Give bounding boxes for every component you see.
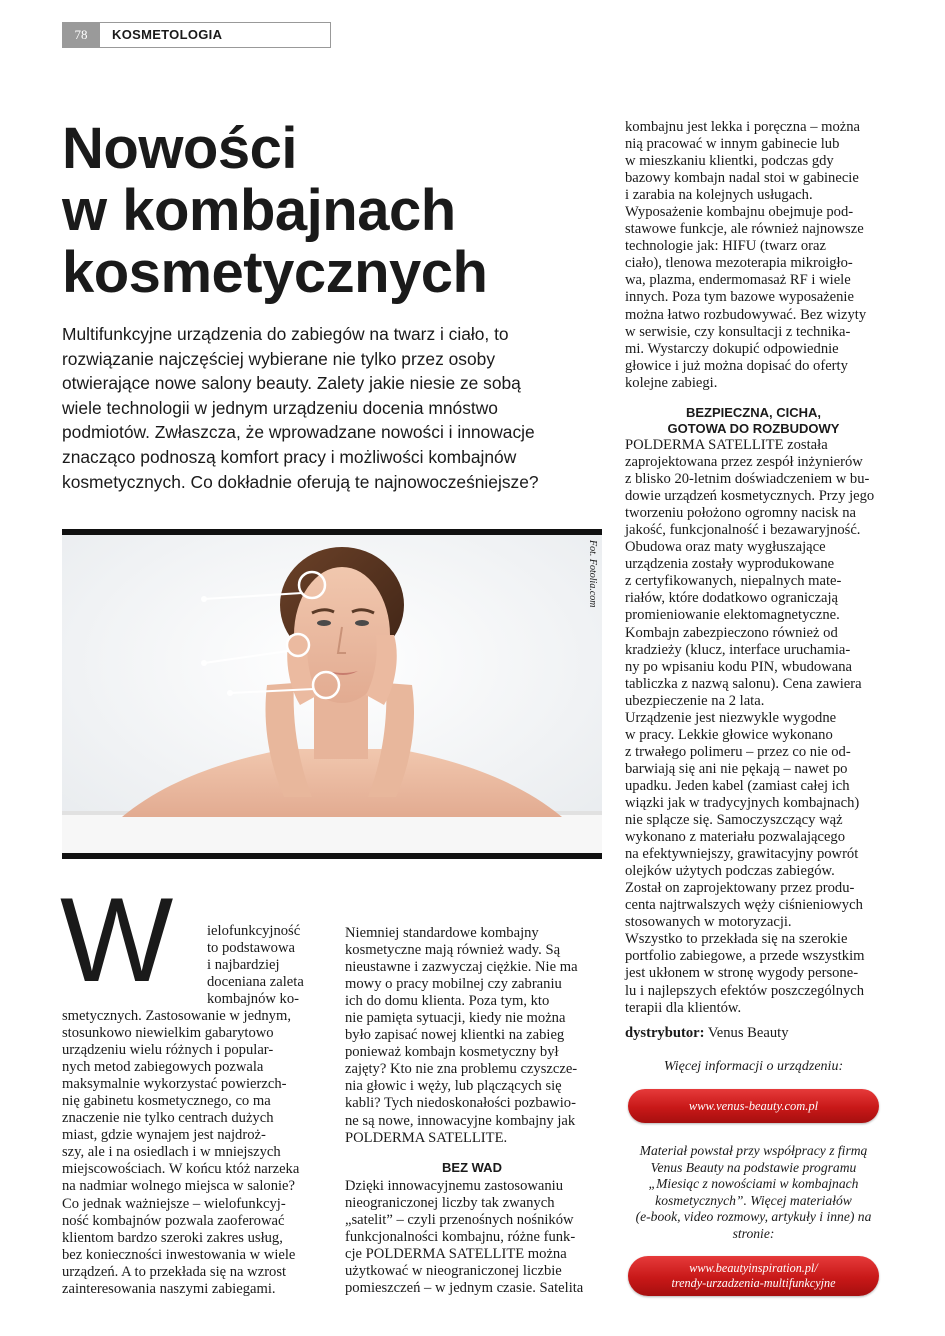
text-line: Co jednak ważniejsze – wielofunkcyj-: [62, 1195, 286, 1212]
text-line: jakość, funkcjonalność i bezawaryjność.: [625, 522, 861, 539]
column-1-body: [62, 1008, 299, 1298]
text-line: w serwisie, czy konsultacji z technika-: [625, 323, 851, 340]
note-line: „Miesiąc z nowościami w kombajnach: [648, 1176, 859, 1192]
article-title: [62, 118, 622, 304]
lead-line: rozwiązanie najczęściej wybierane nie tylko przez osoby: [62, 348, 496, 369]
text-line: barwiają się ani nie pękają – nawet po: [625, 760, 848, 777]
text-line: tworzeniu położono ogromny nacisk na: [625, 505, 857, 522]
text-line: nych metod zabiegowych pozwala: [62, 1059, 264, 1076]
text-line: bazowy kombajn nadal stoi w gabinecie: [625, 170, 859, 187]
note-line: Materiał powstał przy współpracy z firmą: [639, 1143, 868, 1158]
text-line: cje POLDERMA SATELLITE można: [345, 1246, 567, 1263]
text-line: nię gabinetu kosmetycznego, co ma: [62, 1093, 271, 1110]
text-line: w pracy. Lekkie głowice wykonano: [625, 726, 833, 743]
text-line: ny po wpisaniu kodu PIN, wbudowana: [625, 658, 852, 675]
text-line: zainteresowania naszymi zabiegami.: [62, 1280, 276, 1297]
lead-line: wiele technologii w jednym urządzeniu docenia mnóstwo: [62, 397, 498, 418]
subheading-bez-wad: BEZ WAD: [442, 1160, 502, 1175]
distributor-label: dystrybutor:: [625, 1025, 705, 1041]
column-1-intro: [207, 923, 304, 1008]
text-line: kombajnów ko-: [207, 991, 300, 1008]
note-line: stronie:: [732, 1225, 775, 1241]
subheading-bezpieczna: [625, 405, 882, 437]
text-line: kradzieży (klucz, interface uruchamia-: [625, 641, 851, 658]
text-line: upadku. Jeden kabel (zamiast całej ich: [625, 777, 850, 794]
column-2-body: [345, 925, 578, 1147]
text-line: Został on zaprojektowany przez produ-: [625, 880, 855, 897]
text-line: portfolio zabiegowe, a przede wszystkim: [625, 948, 865, 965]
text-line: na nadmiar wolnego miejsca w salonie?: [62, 1178, 296, 1195]
link-line: trendy-urzadzenia-multifunkcyjne: [671, 1276, 836, 1290]
distributor-value: Venus Beauty: [707, 1025, 789, 1041]
text-line: jest ukłonem w stronę wygody persone-: [625, 965, 859, 982]
text-line: z blisko 20-letnim doświadczeniem w bu-: [625, 471, 870, 488]
sponsor-note: [625, 1143, 882, 1243]
text-line: szy, ale i na osiedlach i w mniejszych: [62, 1144, 281, 1161]
beautyinspiration-link-button[interactable]: [628, 1256, 879, 1296]
text-line: mi. Wystarczy dokupić odpowiednie: [625, 340, 839, 357]
photo-credit-text: Fot. Fotolia.com: [587, 540, 598, 608]
lead-line: otwierające nowe salony beauty. Zalety jakie niesie ze sobą: [62, 373, 521, 394]
woman-face-illustration: [62, 535, 602, 853]
text-line: ność kombajnów pozwala zaoferować: [62, 1212, 285, 1229]
note-line: kosmetycznych”. Więcej materiałów: [655, 1192, 852, 1208]
text-line: urządzeń. A to przekłada się na wzrost: [62, 1263, 287, 1280]
text-line: ponieważ kombajn kosmetyczny był: [345, 1044, 559, 1061]
text-line: Urządzenie jest niezwykle wygodne: [625, 709, 837, 726]
text-line: miast, gdzie wynajem jest najdroż-: [62, 1127, 266, 1144]
text-line: i najbardziej: [207, 957, 280, 974]
text-line: Kombajn zabezpieczono również od: [625, 624, 838, 641]
text-line: klientom bardzo szeroki zakres usług,: [62, 1229, 283, 1246]
text-line: tabliczka z nazwą salonu). Cena zawiera: [625, 675, 862, 692]
text-line: urządzenia zostały wyprodukowane: [625, 556, 835, 573]
text-line: wiązki jak w tradycyjnych kombajnach): [625, 794, 860, 811]
more-info-label: Więcej informacji o urządzeniu:: [663, 1059, 844, 1074]
text-line: kabli? Tych niedoskonałości pozbawio-: [345, 1095, 576, 1112]
title-line: Nowości: [62, 116, 297, 181]
lead-paragraph: [62, 322, 602, 494]
text-line: ciało), tlenowa mezoterapia mikroigło-: [625, 255, 853, 272]
text-line: promieniowanie elektomagnetyczne.: [625, 607, 840, 624]
text-line: nia głowic i węży, lub plączących się: [345, 1078, 562, 1095]
text-line: ne są nowe, innowacyjne kombajny jak: [345, 1112, 576, 1129]
text-line: było zapisać nowej klientki na zabieg: [345, 1027, 565, 1044]
text-line: funkcjonalności kombajnu, różne funk-: [345, 1229, 576, 1246]
text-line: ich do domu klienta. Poza tym, kto: [345, 993, 550, 1010]
page-number: 78: [62, 22, 100, 48]
text-line: olejków użytych podczas zabiegów.: [625, 863, 835, 880]
text-line: z trwałego polimeru – przez co nie od-: [625, 743, 851, 760]
text-line: terapii dla klientów.: [625, 999, 742, 1016]
text-line: użytkować w nieograniczonej liczbie: [345, 1263, 562, 1280]
text-line: doceniana zaleta: [207, 974, 304, 991]
text-line: Niemniej standardowe kombajny: [345, 925, 539, 941]
title-line: kosmetycznych: [62, 240, 488, 305]
column-3-body-cont: [625, 437, 874, 1017]
text-line: kolejne zabiegi.: [625, 374, 718, 391]
text-line: ubezpieczenie na 2 lata.: [625, 692, 765, 709]
text-line: w mieszkaniu klientki, podczas gdy: [625, 153, 834, 170]
lead-line: podmiotów. Zwłaszcza, że wprowadzane nowości i innowacje: [62, 422, 535, 443]
text-line: nie pamięta sytuacji, kiedy nie można: [345, 1010, 566, 1027]
text-line: urządzeniu wielu różnych i popular-: [62, 1042, 274, 1059]
note-line: Venus Beauty na podstawie programu: [650, 1159, 857, 1175]
text-line: „satelit” – czyli przenośnych nośników: [345, 1212, 574, 1229]
text-line: Wszystko to przekłada się na szerokie: [625, 931, 848, 948]
text-line: Dzięki innowacyjnemu zastosowaniu: [345, 1178, 564, 1194]
article-photo: [62, 535, 602, 853]
text-line: na efektywniejszy, grawitacyjny powrót: [625, 846, 859, 863]
lead-line: kosmetycznych. Co dokładnie oferują te najnowocześniejsze?: [62, 471, 539, 492]
text-line: można łatwo rozbudowywać. Bez wizyty: [625, 306, 867, 323]
text-line: POLDERMA SATELLITE została: [625, 437, 828, 453]
text-line: z certyfikowanych, niepalnych mate-: [625, 573, 842, 590]
text-line: mowy o pracy mobilnej czy zabraniu: [345, 976, 562, 993]
text-line: lu i najlepszych efektów poszczególnych: [625, 982, 865, 999]
venus-beauty-link-button[interactable]: www.venus-beauty.com.pl: [628, 1089, 879, 1123]
column-2-body-cont: [345, 1178, 583, 1297]
subheading-line: GOTOWA DO ROZBUDOWY: [667, 421, 840, 436]
text-line: kombajnu jest lekka i poręczna – można: [625, 119, 861, 135]
text-line: wa, plazma, endermomasaż RF i wiele: [625, 272, 851, 289]
distributor: [625, 1025, 789, 1042]
photo-bottom-rule: [62, 853, 602, 859]
lead-line: znacząco podnoszą komfort pracy i możliwości kombajnów: [62, 446, 517, 467]
text-line: wykonano z materiału pozwalającego: [625, 829, 846, 846]
text-line: głowice i już można dopisać do oferty: [625, 357, 848, 374]
text-line: maksymalnie wykorzystać powierzch-: [62, 1076, 287, 1093]
text-line: Wyposażenie kombajnu obejmuje pod-: [625, 204, 854, 221]
link-line: www.beautyinspiration.pl/: [689, 1261, 818, 1275]
text-line: riałów, które dodatkowo ograniczają: [625, 590, 839, 607]
column-3-body: [625, 119, 866, 392]
text-line: ielofunkcyjność: [207, 923, 301, 939]
text-line: i zarabia na kolejnych usługach.: [625, 187, 813, 204]
lead-line: Multifunkcyjne urządzenia do zabiegów na twarz i ciało, to: [62, 324, 509, 344]
text-line: zajęty? Kto nie zna problemu czyszcze-: [345, 1061, 578, 1078]
text-line: stosowanych w motoryzacji.: [625, 914, 792, 931]
drop-cap: W: [60, 873, 174, 1007]
text-line: technologie jak: HIFU (twarz oraz: [625, 238, 826, 255]
subheading-line: BEZPIECZNA, CICHA,: [685, 405, 822, 420]
note-line: (e-book, video rozmowy, artykuły i inne) na: [635, 1209, 872, 1225]
text-line: nieustawne i zazwyczaj ciężkie. Nie ma: [345, 959, 578, 976]
text-line: to podstawowa: [207, 940, 295, 957]
photo-credit: [586, 540, 600, 630]
text-line: kosmetyczne mają również wady. Są: [345, 942, 561, 959]
text-line: stosunkowo niewielkim gabarytowo: [62, 1025, 274, 1042]
text-line: nieograniczonej liczby tak zwanych: [345, 1195, 555, 1212]
text-line: pomieszczeń – w jednym czasie. Satelita: [345, 1280, 584, 1297]
section-label: KOSMETOLOGIA: [112, 27, 223, 42]
text-line: znaczenie nie tylko centrach dużych: [62, 1110, 274, 1127]
text-line: bez konieczności inwestowania w wiele: [62, 1246, 296, 1263]
text-line: smetycznych. Zastosowanie w jednym,: [62, 1008, 291, 1024]
text-line: Obudowa oraz maty wygłuszające: [625, 539, 826, 556]
title-line: w kombajnach: [62, 178, 456, 243]
text-line: centa najtrwalszych węży ciśnieniowych: [625, 897, 863, 914]
text-line: innych. Poza tym bazowe wyposażenie: [625, 289, 854, 306]
text-line: miejscowościach. W końcu któż narzeka: [62, 1161, 300, 1178]
text-line: zaprojektowana przez zespół inżynierów: [625, 454, 863, 471]
text-line: nią pracować w innym gabinecie lub: [625, 136, 840, 153]
text-line: stawowe funkcje, ale również najnowsze: [625, 221, 864, 238]
text-line: dowie urządzeń kosmetycznych. Przy jego: [625, 488, 875, 505]
text-line: nie splącze się. Samoczyszczący wąż: [625, 812, 843, 829]
text-line: POLDERMA SATELLITE.: [345, 1129, 508, 1146]
